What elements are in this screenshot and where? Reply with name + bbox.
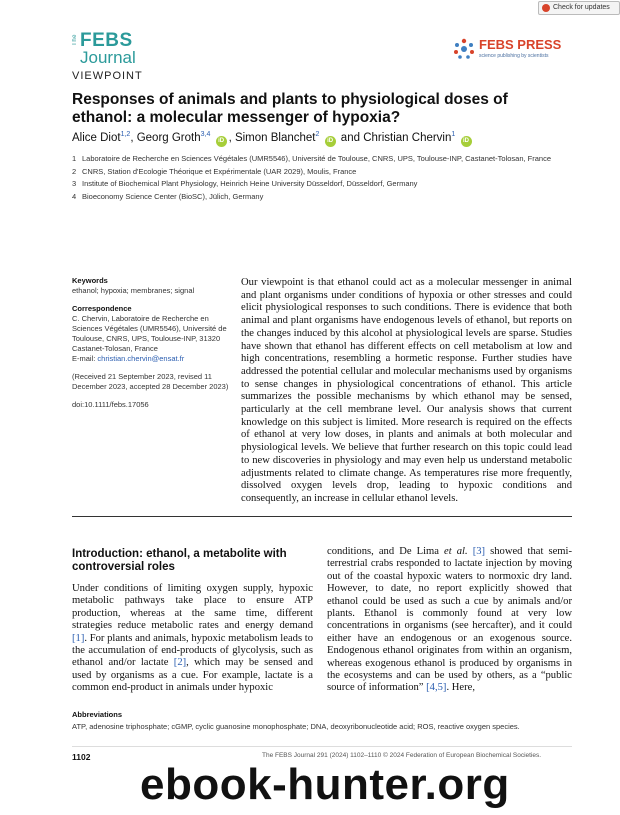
email-line: [72, 354, 232, 364]
body-text: . Here,: [446, 682, 475, 694]
affiliations: [72, 154, 572, 204]
body-text: Under conditions of limiting oxygen supply, hypoxic metabolic pathways take place to ensure ATP production, whereas at the same time, different strategies reduce metabolic rates and energy demand: [72, 583, 313, 632]
author-list: [72, 131, 474, 147]
affiliation-text: CNRS, Station d'Ecologie Théorique et Expérimentale (UAR 2029), Moulis, France: [82, 166, 357, 176]
febs-press-logo: [452, 37, 572, 63]
citation-link[interactable]: [2]: [173, 657, 187, 669]
check-for-updates-label: Check for updates: [553, 4, 610, 11]
article-sidebar: [72, 276, 232, 418]
crossmark-icon: [542, 4, 550, 12]
affiliation-number: 1: [72, 154, 77, 163]
intro-heading: Introduction: ethanol, a metabolite with controversial roles: [72, 548, 287, 573]
febs-press-dots-icon: [452, 37, 476, 61]
email-link[interactable]: christian.chervin@ensat.fr: [97, 354, 185, 363]
logo-the: The: [72, 34, 78, 46]
citation-link[interactable]: [3]: [472, 546, 486, 557]
affiliation-item: [72, 167, 572, 178]
body-text: , which may be sensed and used by organisms as a cue. For example, lactate is a common end-product in animals under hypoxic: [72, 657, 313, 694]
check-for-updates-button[interactable]: [538, 1, 620, 15]
watermark: ebook-hunter.org: [140, 760, 510, 809]
keywords-text: ethanol; hypoxia; membranes; signal: [72, 286, 195, 295]
press-tagline: science publishing by scientists: [479, 53, 549, 59]
press-name: FEBS PRESS: [479, 37, 562, 52]
body-column-2: [327, 546, 572, 695]
received-dates: (Received 21 September 2023, revised 11 December 2023, accepted 28 December 2023): [72, 372, 229, 391]
affiliation-text: Laboratoire de Recherche en Sciences Végétales (UMR5546), Université de Toulouse, CNRS, UPS, Toulouse-INP, Castanet-Tolosan, France: [82, 154, 551, 163]
author-name: Georg Groth: [136, 131, 201, 144]
footer-divider: [72, 746, 572, 747]
abbreviations-heading: Abbreviations: [72, 710, 123, 719]
abbreviations-text: ATP, adenosine triphosphate; cGMP, cyclic guanosine monophosphate; DNA, deoxyribonucleotide acid; ROS, reactive oxygen species.: [72, 722, 520, 731]
body-text: showed that semi-terrestrial crabs responded to lactate injection by moving out of the coastal hypoxic waters to normoxic dry land. However, to date, no report explicitly showed that ethanol could be used as such a cue by animals and/or plants. Ethanol is commonly found at very low concentrations in organisms (see hercafter), and it could either have an endogenous or an exogenous source. Endogenous ethanol originates from within an organism, whereas exogenous ethanol is produced by organisms in the ecosystems and can be used by others, as a “public source of information”: [327, 546, 573, 694]
abstract-text: Our viewpoint is that ethanol could act as a molecular messenger in animal and plant organisms under conditions of hypoxia or other stresses and could elicit physiological responses to such conditions. There is evidence that both animal and plant organisms have endogenous levels of ethanol, but reports on the changes induced by this alcohol at physiological levels are sparse. Studies have shown that ethanol has different effects on cell metabolism at low and high concentrations, resembling a hormetic response. Further studies have addressed the potential cellular and molecular mechanisms used by organisms to sense changes in physiological concentrations of ethanol. This article summarizes the possible mechanisms by which ethanol may be sensed, particularly at the cell membrane level. Our analysis shows that current knowledge on this subject is limited. More research is required on the effects of ethanol at very low doses, in plants and animals at both molecular and physiological levels. We believe that further research on this topic could lead to new discoveries in physiology and may even help us understand metabolic adjustments related to climate change. As temperatures rise more frequently, dissolved oxygen levels drop, leading to hypoxic conditions and consequently, an increase in cellular ethanol levels.: [241, 277, 572, 504]
author-affiliation-ref[interactable]: 1,2: [120, 131, 131, 138]
author-separator: and: [337, 131, 364, 144]
correspondence-text: C. Chervin, Laboratoire de Recherche en Sciences Végétales (UMR5546), Université de Toulouse, CNRS, UPS, Toulouse-INP, 31320 Castanet-Tolosan, France: [72, 314, 227, 353]
citation-link[interactable]: [4,5]: [426, 682, 447, 694]
logo-febs: FEBS: [80, 30, 133, 51]
author-affiliation-ref[interactable]: 1: [451, 131, 456, 138]
affiliation-item: [72, 179, 572, 190]
keywords-heading: Keywords: [72, 276, 108, 285]
citation-link[interactable]: [1]: [72, 632, 85, 644]
correspondence-heading: Correspondence: [72, 304, 132, 313]
abbreviations-block: [72, 710, 572, 732]
orcid-icon[interactable]: iD: [461, 136, 472, 147]
keywords-block: [72, 276, 232, 296]
author-affiliation-ref[interactable]: 3,4: [200, 131, 211, 138]
author-name: Christian Chervin: [363, 131, 452, 144]
footer-citation: The FEBS Journal 291 (2024) 1102–1110 © 2024 Federation of European Biochemical Societies.: [262, 752, 542, 759]
correspondence-block: [72, 304, 232, 364]
affiliation-text: Institute of Biochemical Plant Physiology, Heinrich Heine University Düsseldorf, Düsseldorf, Germany: [82, 179, 418, 188]
affiliation-number: 2: [72, 166, 77, 176]
body-column-1: [72, 583, 313, 695]
author-separator: ,: [130, 131, 137, 144]
email-label: E-mail:: [72, 354, 98, 363]
affiliation-number: 3: [72, 179, 77, 188]
section-divider: [72, 516, 572, 517]
doi-text[interactable]: doi:10.1111/febs.17056: [72, 400, 149, 409]
section-label: VIEWPOINT: [72, 70, 143, 82]
author-name: Simon Blanchet: [234, 131, 316, 144]
orcid-icon[interactable]: iD: [216, 136, 227, 147]
orcid-icon[interactable]: iD: [325, 136, 336, 147]
affiliation-item: [72, 192, 572, 203]
author-name: Alice Diot: [72, 131, 121, 144]
page-number: 1102: [72, 752, 91, 762]
body-text: conditions, and De Lima: [327, 546, 445, 557]
body-text: . For plants and animals, hypoxic metabolism leads to the accumulation of end-products of glycolysis, such as ethanol and/or lactate: [72, 632, 313, 669]
author-affiliation-ref[interactable]: 2: [315, 131, 320, 138]
author-separator: ,: [228, 131, 235, 144]
affiliation-number: 4: [72, 191, 77, 201]
et-al-text: et al.: [444, 546, 468, 557]
affiliation-item: [72, 154, 572, 165]
febs-journal-logo: [72, 31, 138, 69]
affiliation-text: Bioeconomy Science Center (BioSC), Jülich, Germany: [82, 191, 264, 201]
logo-journal: Journal: [80, 48, 136, 67]
article-title: Responses of animals and plants to physiological doses of ethanol: a molecular messenger of hypoxia?: [72, 91, 508, 126]
